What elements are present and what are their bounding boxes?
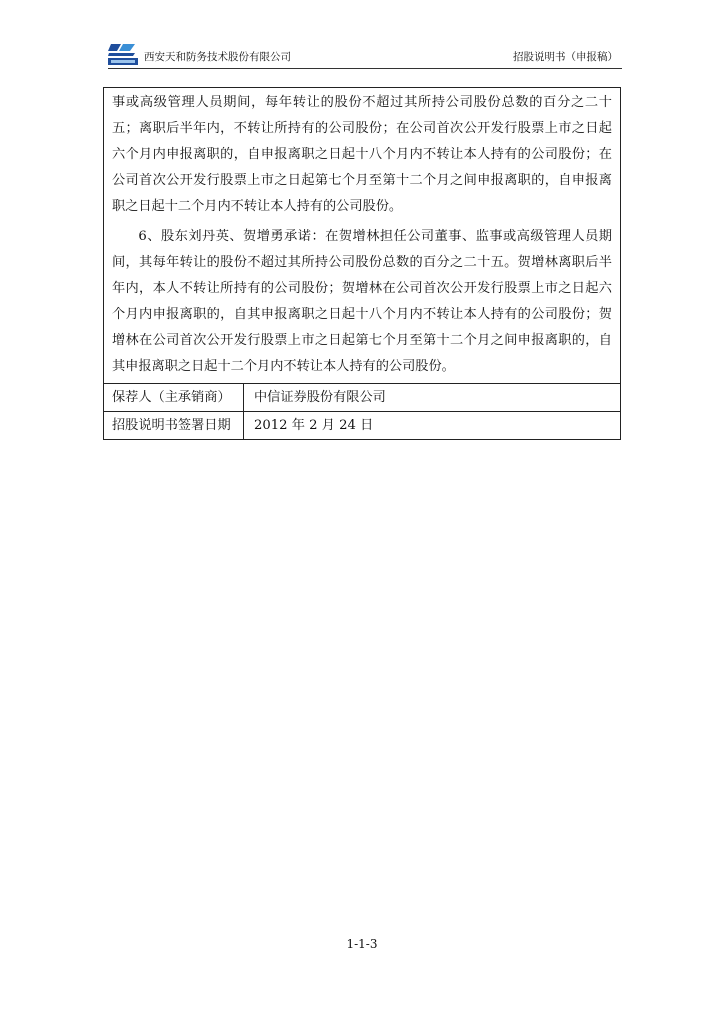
company-name: 西安天和防务技术股份有限公司 [144, 51, 291, 63]
signing-date-value: 2012 年 2 月 24 日 [254, 418, 374, 433]
paragraph-continued: 事或高级管理人员期间，每年转让的股份不超过其所持公司股份总数的百分之二十五；离职后半年内，不转让所持有的公司股份；在公司首次公开发行股票上市之日起六个月内申报离职的，自申报离职之日起十八个月内不转让本人持有的公司股份；在公司首次公开发行股票上市之日起第七个月至第十二个月之间申报离职的，自申报离职之日起十二个月内不转让本人持有的公司股份。 [112, 95, 612, 214]
sponsor-label: 保荐人（主承销商） [104, 384, 244, 411]
page-header [108, 40, 622, 69]
commitment-content [104, 88, 620, 384]
sponsor-value: 中信证券股份有限公司 [254, 390, 386, 405]
disclosure-table [103, 87, 621, 440]
paragraph-commitment-6: 6、股东刘丹英、贺增勇承诺：在贺增林担任公司董事、监事或高级管理人员期间，其每年转让的股份不超过其所持公司股份总数的百分之二十五。贺增林离职后半年内，本人不转让所持有的公司股份；贺增林在公司首次公开发行股票上市之日起六个月内申报离职的，自其申报离职之日起十八个月内不转让本人持有的公司股份；贺增林在公司首次公开发行股票上市之日起第七个月至第十二个月之间申报离职的，自其申报离职之日起十二个月内不转让本人持有的公司股份。 [112, 229, 612, 374]
sponsor-row [104, 384, 620, 411]
signing-date-label: 招股说明书签署日期 [104, 412, 244, 439]
page-number: 1-1-3 [346, 937, 378, 951]
company-logo-icon [108, 42, 138, 66]
signing-date-row [104, 411, 620, 439]
document-type: 招股说明书（申报稿） [513, 51, 618, 63]
